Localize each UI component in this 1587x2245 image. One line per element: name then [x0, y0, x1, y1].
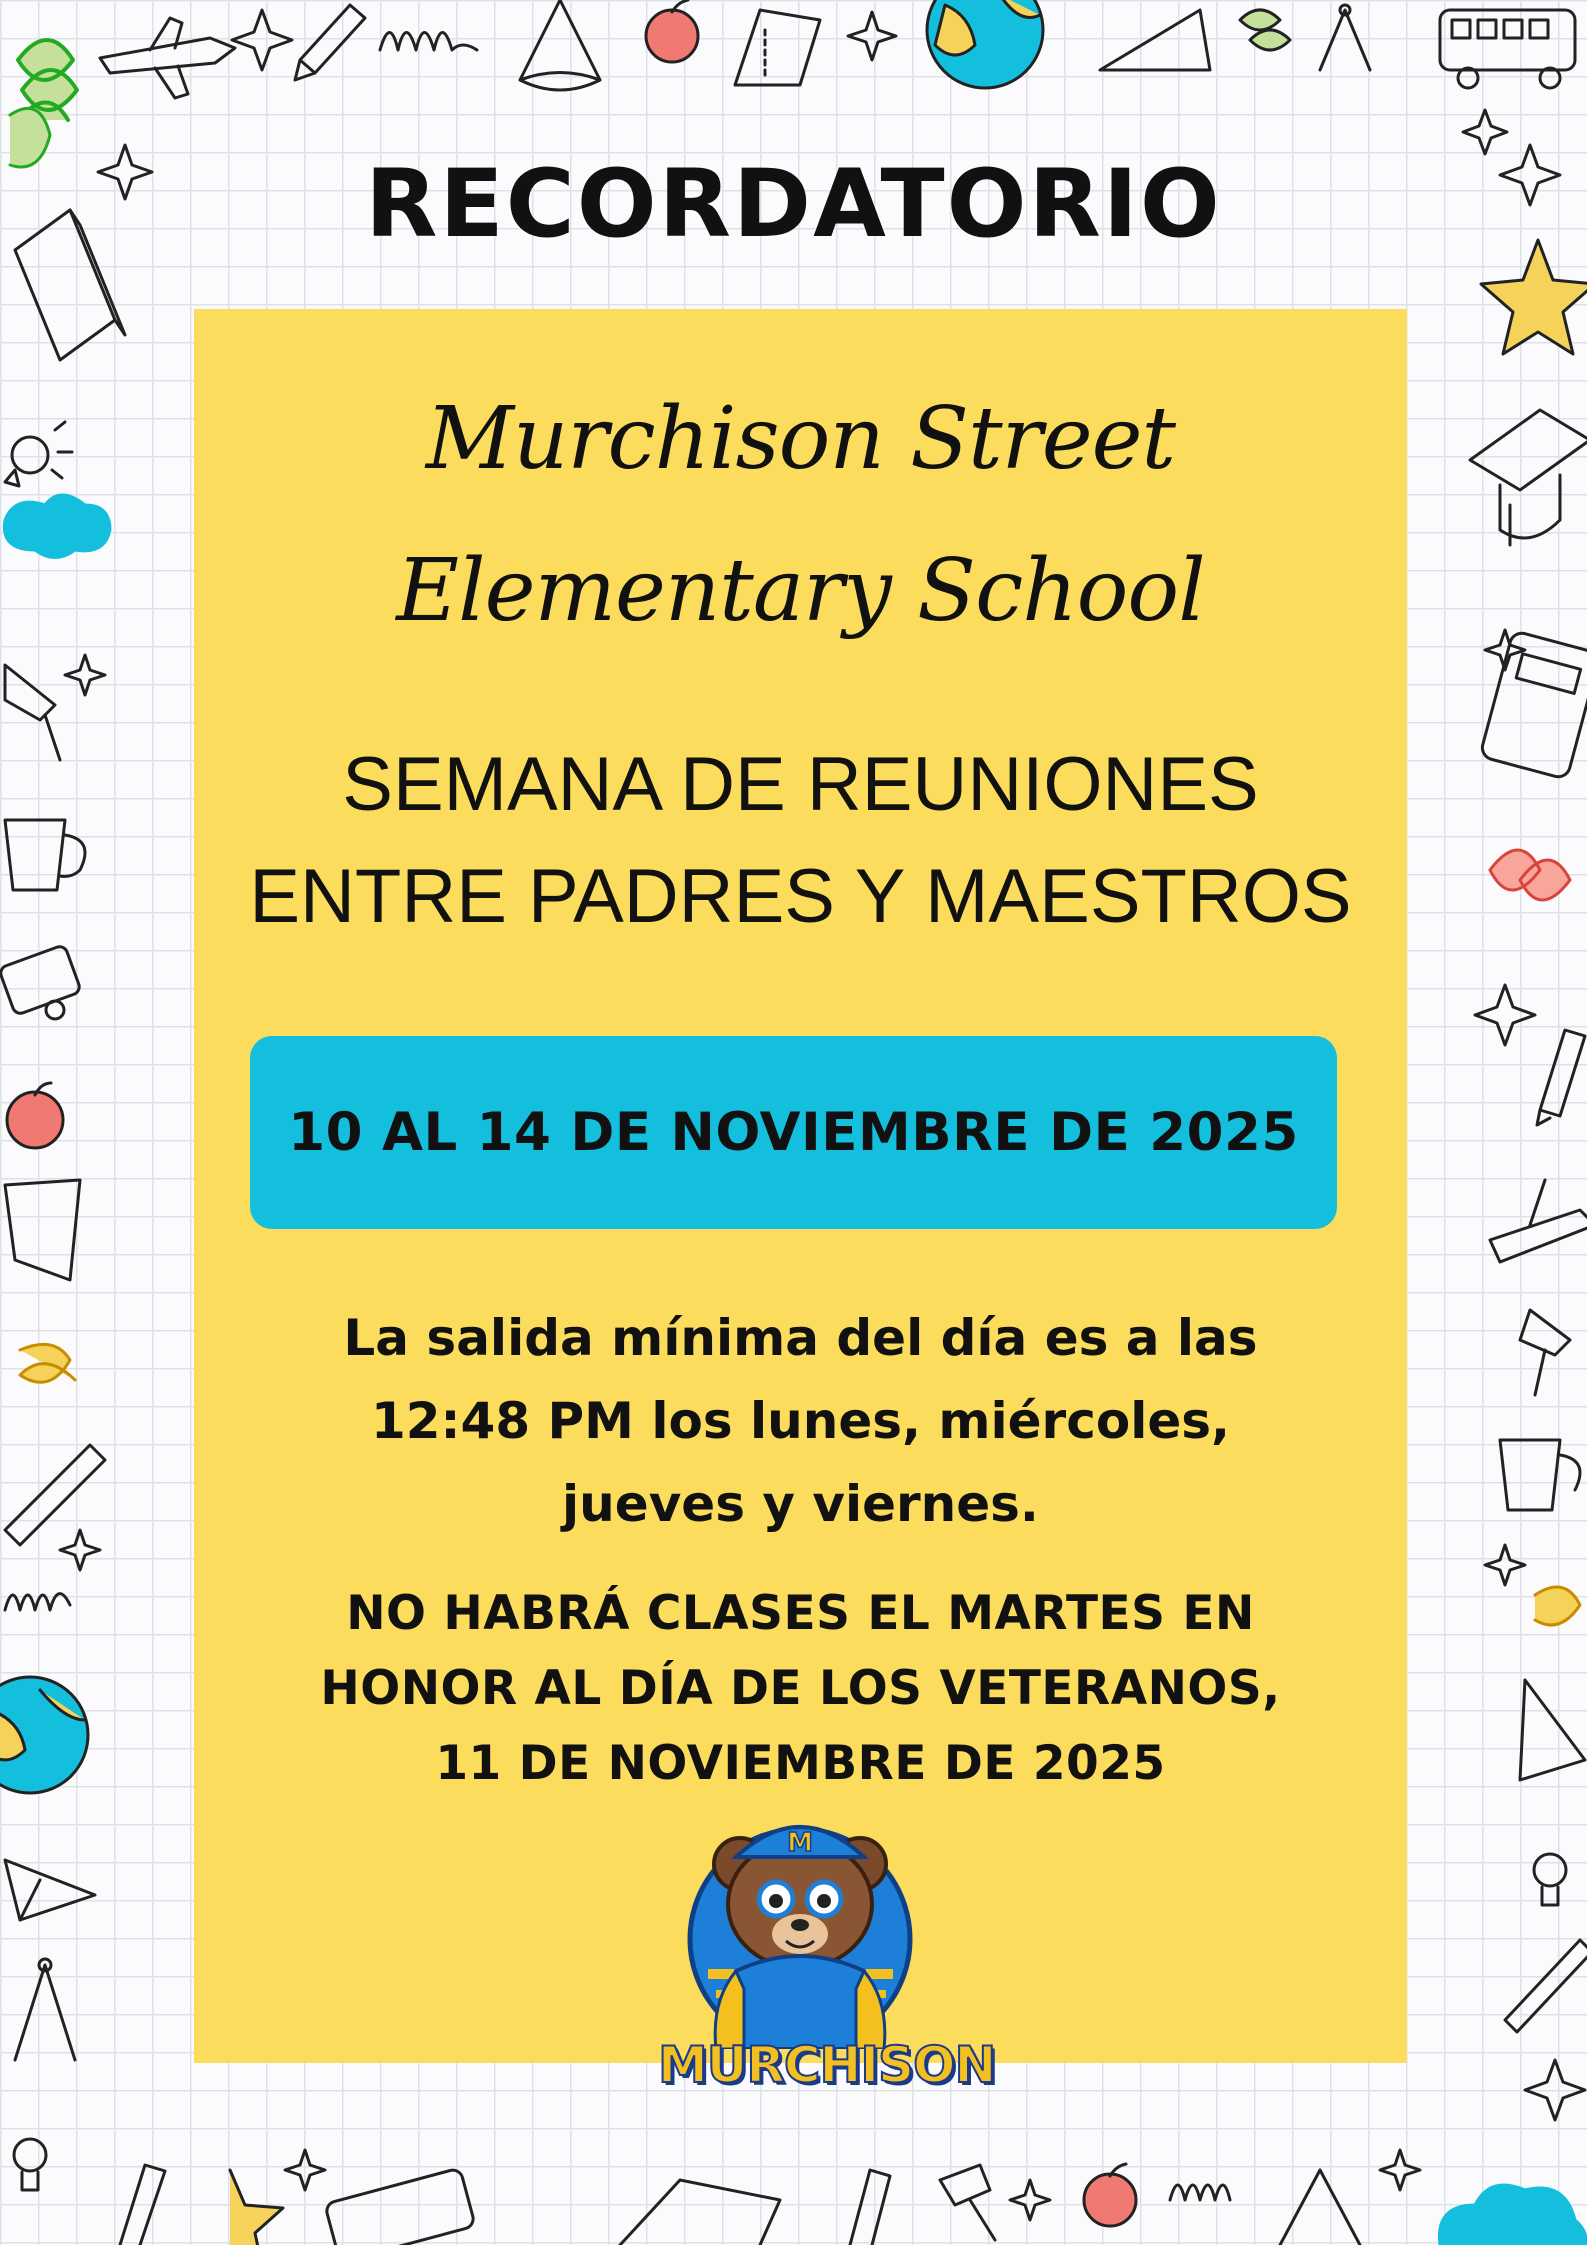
triangle-icon [5, 1180, 80, 1280]
apple-icon [646, 0, 698, 62]
loops-icon [5, 1594, 70, 1610]
holiday-notice-line-2: HONOR AL DÍA DE LOS VETERANOS, [320, 1661, 1281, 1716]
pencil-icon [850, 2170, 890, 2245]
pencil-icon [295, 5, 365, 80]
cloud-icon [1439, 2185, 1587, 2245]
dismissal-line-3: jueves y viernes. [562, 1475, 1039, 1533]
school-name-line-1: Murchison Street [425, 389, 1176, 489]
holiday-notice-line-1: NO HABRÁ CLASES EL MARTES EN [346, 1586, 1255, 1641]
pencil-icon [120, 2165, 165, 2245]
star-icon [1463, 110, 1507, 154]
spring-icon [1535, 1587, 1580, 1625]
cone-icon [1520, 1680, 1585, 1780]
bus-icon [0, 945, 81, 1019]
compass-icon [1320, 5, 1370, 70]
pushpin-icon [5, 665, 60, 760]
school-name-line-2: Elementary School [396, 541, 1205, 641]
airplane-icon [100, 18, 235, 98]
compass-icon [15, 1959, 75, 2060]
spring-icon [1240, 10, 1290, 50]
star-icon [1485, 1545, 1525, 1585]
murchison-wordmark: MURCHISON [658, 2036, 996, 2094]
loops-icon [1170, 2185, 1230, 2200]
date-range: 10 AL 14 DE NOVIEMBRE DE 2025 [288, 1102, 1299, 1163]
date-banner [250, 1036, 1337, 1229]
star-icon [285, 2150, 325, 2190]
star-icon [1525, 2060, 1585, 2120]
globe-icon [927, 0, 1043, 88]
paper-plane-icon [5, 1860, 95, 1920]
reminder-panel [194, 309, 1407, 2094]
bus-icon [1440, 10, 1575, 88]
ruler-triangle-icon [1100, 10, 1210, 70]
star-icon [1475, 985, 1535, 1045]
dismissal-line-1: La salida mínima del día es a las [343, 1309, 1258, 1367]
badge-letter: M [787, 1828, 813, 1858]
holiday-notice-line-3: 11 DE NOVIEMBRE DE 2025 [435, 1736, 1166, 1791]
spring-icon [1490, 850, 1570, 900]
pushpin-icon [940, 2165, 995, 2240]
star-icon [1380, 2150, 1420, 2190]
ruler-triangle-icon [1280, 2170, 1360, 2245]
star-icon [1010, 2180, 1050, 2220]
lightbulb-icon [1534, 1854, 1566, 1905]
graduation-cap-icon [1470, 410, 1587, 545]
apple-icon [1084, 2164, 1136, 2226]
pushpin-icon [1520, 1310, 1570, 1395]
star-icon [65, 655, 105, 695]
triangle-icon [735, 10, 820, 85]
apple-icon [7, 1083, 63, 1148]
star-icon [232, 10, 292, 70]
mug-icon [5, 820, 85, 890]
page-title: RECORDATORIO [365, 150, 1222, 259]
bus-icon [325, 2168, 476, 2245]
star-icon [848, 12, 896, 60]
pen-icon [1505, 1940, 1587, 2032]
mug-icon [1500, 1440, 1580, 1510]
cloud-icon [4, 495, 110, 558]
bear-mascot-logo [668, 1799, 933, 2049]
book-icon [620, 2180, 780, 2245]
star-icon [60, 1530, 100, 1570]
cone-icon [520, 0, 600, 90]
spring-icon [20, 1344, 75, 1382]
lightbulb-icon [5, 422, 72, 486]
loops-icon [380, 33, 477, 51]
pencil-icon [1537, 1030, 1585, 1125]
airplane-icon [1490, 1180, 1587, 1262]
pen-icon [5, 1445, 105, 1545]
lightbulb-icon [14, 2139, 46, 2190]
subtitle-line-2: ENTRE PADRES Y MAESTROS [249, 854, 1352, 939]
dismissal-line-2: 12:48 PM los lunes, miércoles, [370, 1392, 1231, 1450]
star-icon [230, 2170, 283, 2245]
subtitle-line-1: SEMANA DE REUNIONES [342, 742, 1259, 827]
globe-icon [0, 1677, 88, 1793]
